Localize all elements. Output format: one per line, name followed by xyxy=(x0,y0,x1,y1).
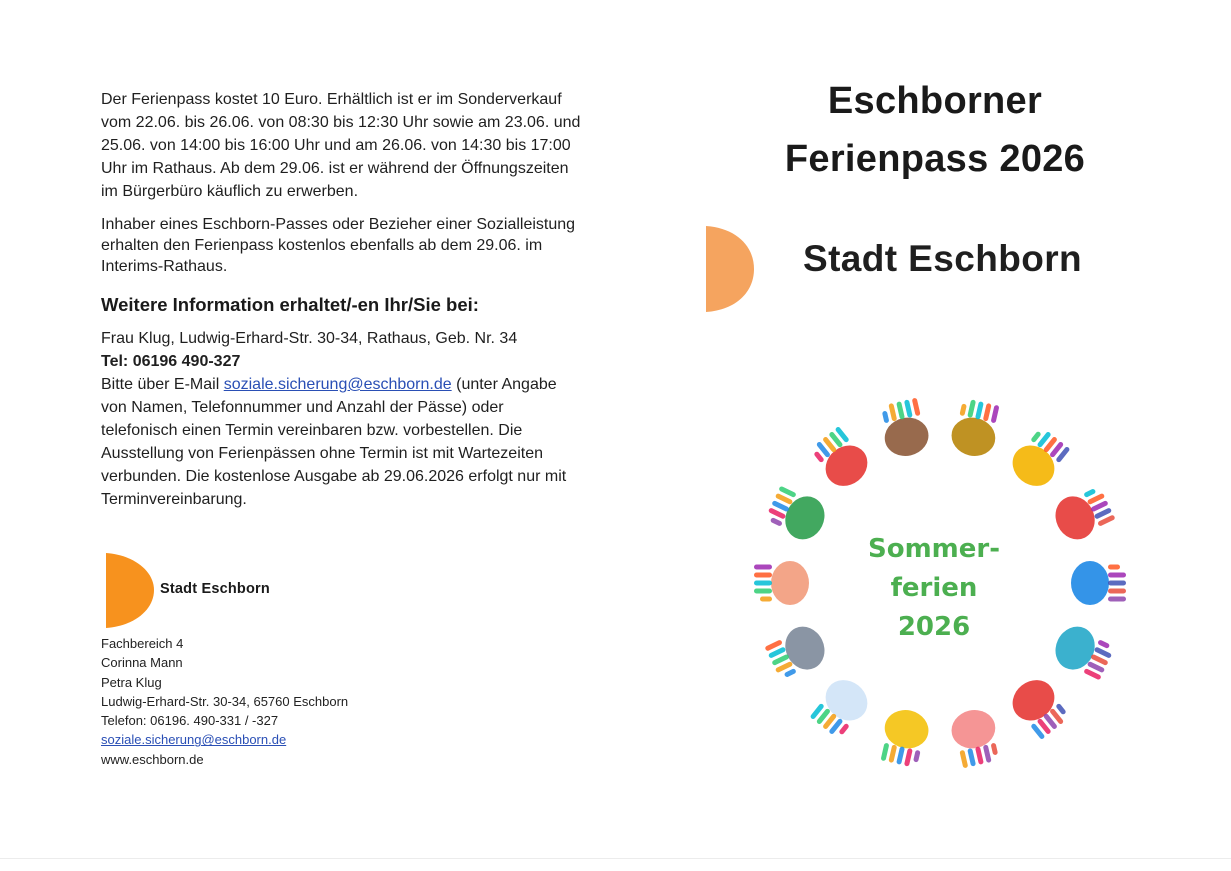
email-suffix: (unter Angabe von Namen, Telefonnummer und Anzahl der Pässe) oder telefonisch einen Termin vereinbaren bzw. vorbestellen. Die Ausstellung von Ferienpässen ohne Termin ist mit Wartezeiten verbunden. Die kostenlose Ausgabe ab 29.06.2026 erfolgt nur mit Terminvereinbarung. xyxy=(101,376,567,508)
left-column xyxy=(101,88,581,511)
footer-address-block xyxy=(101,634,348,769)
contact-block xyxy=(101,327,581,511)
footer-address: Ludwig-Erhard-Str. 30-34, 65760 Eschborn xyxy=(101,693,349,709)
footer-department: Fachbereich 4 xyxy=(101,636,184,651)
handprint xyxy=(948,397,1003,460)
handprint xyxy=(807,672,876,742)
footer-person-2: Petra Klug xyxy=(101,674,162,690)
brand-logo-icon xyxy=(704,226,754,312)
badge-line-2: ferien xyxy=(890,573,978,603)
contact-phone: Tel: 06196 490-327 xyxy=(101,353,241,370)
email-prefix: Bitte über E-Mail xyxy=(101,376,220,393)
handprint xyxy=(1048,620,1117,683)
footer-person-1: Corinna Mann xyxy=(101,655,183,671)
handprint xyxy=(807,424,876,494)
title-line-1: Eschborner xyxy=(827,80,1043,122)
footer-logo-name: Stadt Eschborn xyxy=(160,581,270,597)
handprint xyxy=(877,706,932,769)
footer-email-link[interactable]: soziale.sicherung@eschborn.de xyxy=(101,732,287,748)
contact-email-link[interactable]: soziale.sicherung@eschborn.de xyxy=(223,376,452,393)
price-paragraph: Der Ferienpass kostet 10 Euro. Erhältlich ist er im Sonderverkauf vom 22.06. bis 26.06. von 08:30 bis 12:30 Uhr sowie am 23.06. und 25.06. von 14:00 bis 16:00 Uhr und am 26.06. von 14:30 bis 17:00 Uhr im Rathaus. Ab dem 29.06. ist er während der Öffnungszeiten im Bürgerbüro käuflich zu erwerben. xyxy=(101,91,581,200)
handprint xyxy=(877,397,932,460)
page-title xyxy=(700,72,1170,188)
brand-name: Stadt Eschborn xyxy=(803,238,1083,279)
handprint xyxy=(1004,424,1073,494)
handprint xyxy=(948,706,1003,769)
stadt-eschborn-logo xyxy=(104,553,154,628)
handprint xyxy=(1071,561,1126,605)
title-line-2: Ferienpass 2026 xyxy=(784,138,1086,180)
badge-line-3: 2026 xyxy=(897,612,971,642)
handprint xyxy=(763,620,832,683)
info-heading: Weitere Information erhaltet/-en Ihr/Sie bei: xyxy=(101,294,479,315)
badge-text xyxy=(844,530,1024,647)
footer-phone: Telefon: 06196. 490-331 / -327 xyxy=(101,713,279,729)
badge-line-1: Sommer- xyxy=(867,534,1001,564)
handprint xyxy=(1004,672,1073,742)
handprint xyxy=(754,561,809,605)
footer-website[interactable]: www.eschborn.de xyxy=(101,751,204,767)
page-bottom-edge xyxy=(0,858,1231,859)
handprint xyxy=(1048,482,1117,545)
email-paragraph xyxy=(101,373,581,511)
free-pass-paragraph: Inhaber eines Eschborn-Passes oder Bezieher einer Sozialleistung erhalten den Ferienpass kostenlos ebenfalls ab dem 29.06. im Interims-Rathaus. xyxy=(101,216,576,275)
contact-line: Frau Klug, Ludwig-Erhard-Str. 30-34, Rathaus, Geb. Nr. 34 xyxy=(101,330,518,347)
handprint xyxy=(763,482,832,545)
